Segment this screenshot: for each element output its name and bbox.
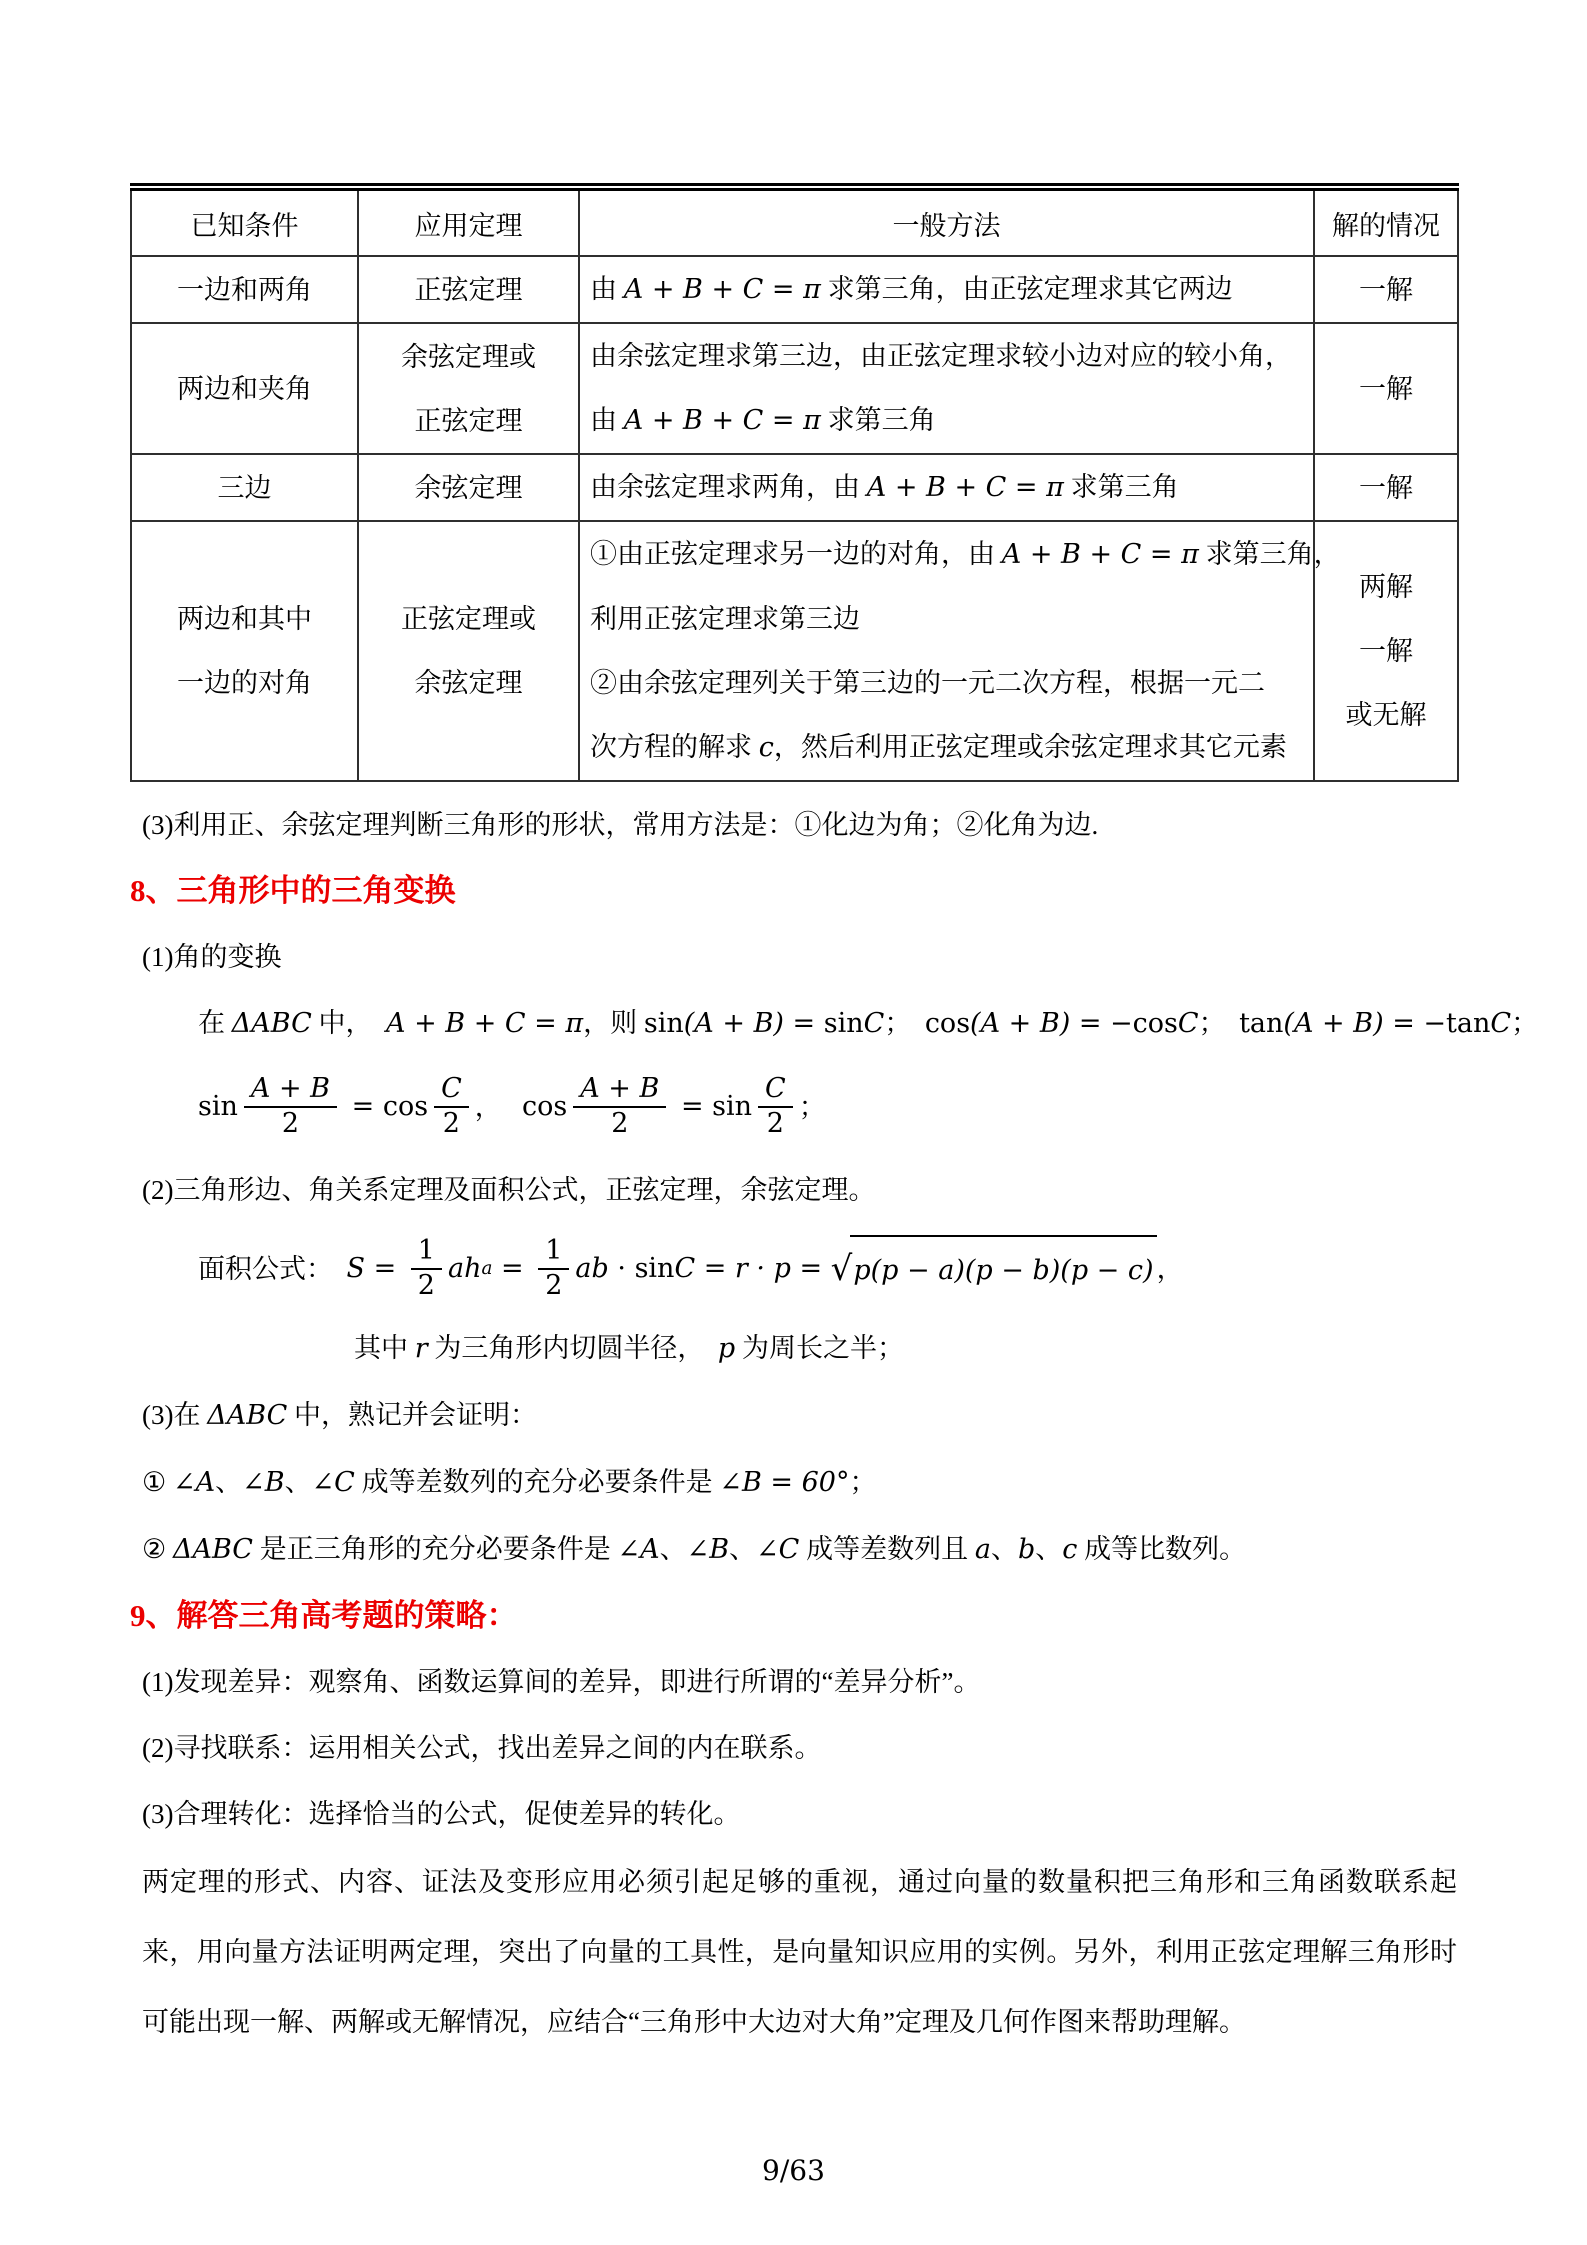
cell-theorem: 正弦定理 <box>358 256 579 323</box>
cell-known: 一边和两角 <box>131 256 358 323</box>
cell-method: 由余弦定理求两角，由 A + B + C = π 求第三角 <box>579 454 1314 521</box>
triangle-solving-table <box>130 183 1459 782</box>
strategy-find-difference: (1)发现差异：观察角、函数运算间的差异，即进行所谓的“差异分析”。 <box>142 1667 981 1697</box>
header-general-method: 一般方法 <box>579 187 1314 256</box>
cell-known: 两边和夹角 <box>131 323 358 454</box>
closing-paragraph: 两定理的形式、内容、证法及变形应用必须引起足够的重视，通过向量的数量积把三角形和三角函数联系起来，用向量方法证明两定理，突出了向量的工具性，是向量知识应用的实例。另外，利用正弦定理解三角形时可能出现一解、两解或无解情况，应结合“三角形中大边对大角”定理及几何作图来帮助理解。 <box>142 1867 1457 2037</box>
cell-known: 两边和其中 一边的对角 <box>131 521 358 781</box>
table-row-three-sides <box>131 454 1458 521</box>
angle-transform-label: (1)角的变换 <box>142 942 282 972</box>
strategy-find-connection: (2)寻找联系：运用相关公式，找出差异之间的内在联系。 <box>142 1733 822 1763</box>
cell-solution: 两解 一解 或无解 <box>1314 521 1458 781</box>
table-row-two-sides-opposite-angle <box>131 521 1458 781</box>
section-9-heading: 9、解答三角高考题的策略： <box>130 1598 518 1633</box>
angle-identity-line: 在 ΔABC 中， A + B + C = π，则 sin(A + B) = sinC； cos(A + B) = −cosC； tan(A + B) = −tanC； <box>198 1008 1539 1039</box>
judge-shape-line: (3)利用正、余弦定理判断三角形的形状，常用方法是：①化边为角；②化角为边. <box>142 810 1099 840</box>
header-applied-theorem: 应用定理 <box>358 187 579 256</box>
cell-method: 由 A + B + C = π 求第三角，由正弦定理求其它两边 <box>579 256 1314 323</box>
cell-theorem: 余弦定理或 正弦定理 <box>358 323 579 454</box>
memorize-prove-label: (3)在 ΔABC 中，熟记并会证明： <box>142 1400 537 1431</box>
strategy-reasonable-transform: (3)合理转化：选择恰当的公式，促使差异的转化。 <box>142 1799 741 1829</box>
notation-note-line: 其中 r 为三角形内切圆半径， p 为周长之半； <box>354 1333 904 1364</box>
cell-solution: 一解 <box>1314 323 1458 454</box>
cell-theorem: 余弦定理 <box>358 454 579 521</box>
table-row-two-sides-included-angle <box>131 323 1458 454</box>
page-number: 9/63 <box>762 2154 825 2187</box>
cell-method: ①由正弦定理求另一边的对角，由 A + B + C = π 求第三角， 利用正弦定理求第三边 ②由余弦定理列关于第三边的一元二次方程，根据一元二 次方程的解求 c，然后利用正弦定理或余弦定理求其它元素 <box>579 521 1314 781</box>
header-solution-cases: 解的情况 <box>1314 187 1458 256</box>
table-row-one-side-two-angles <box>131 256 1458 323</box>
section-8-heading: 8、三角形中的三角变换 <box>130 873 456 908</box>
cell-solution: 一解 <box>1314 256 1458 323</box>
table-header-row <box>131 187 1458 256</box>
half-angle-identity-line: sin $\frac{A + B}{2}$ = cos $\frac{C}{2}$ ， cos $\frac{A + B}{2}$ = sin $\frac{C}{2}$ ； <box>198 1073 826 1139</box>
area-formula-line: 面积公式： S = $\frac{1}{2}$ ah a = $\frac{1}{2}$ ab · sin C = r · p = √ p(p − a)(p − b)(p − c) ， <box>130 1223 1457 1315</box>
cell-solution: 一解 <box>1314 454 1458 521</box>
cell-theorem: 正弦定理或 余弦定理 <box>358 521 579 781</box>
item-arithmetic-sequence: ① ∠A、∠B、∠C 成等差数列的充分必要条件是 ∠B = 60°； <box>142 1467 877 1498</box>
item-equilateral-condition: ② ΔABC 是正三角形的充分必要条件是 ∠A、∠B、∠C 成等差数列且 a、b、c 成等比数列。 <box>142 1534 1247 1565</box>
header-known-conditions: 已知条件 <box>131 187 358 256</box>
cell-method: 由余弦定理求第三边，由正弦定理求较小边对应的较小角， 由 A + B + C = π 求第三角 <box>579 323 1314 454</box>
relation-theorem-label: (2)三角形边、角关系定理及面积公式，正弦定理，余弦定理。 <box>142 1175 876 1205</box>
cell-known: 三边 <box>131 454 358 521</box>
